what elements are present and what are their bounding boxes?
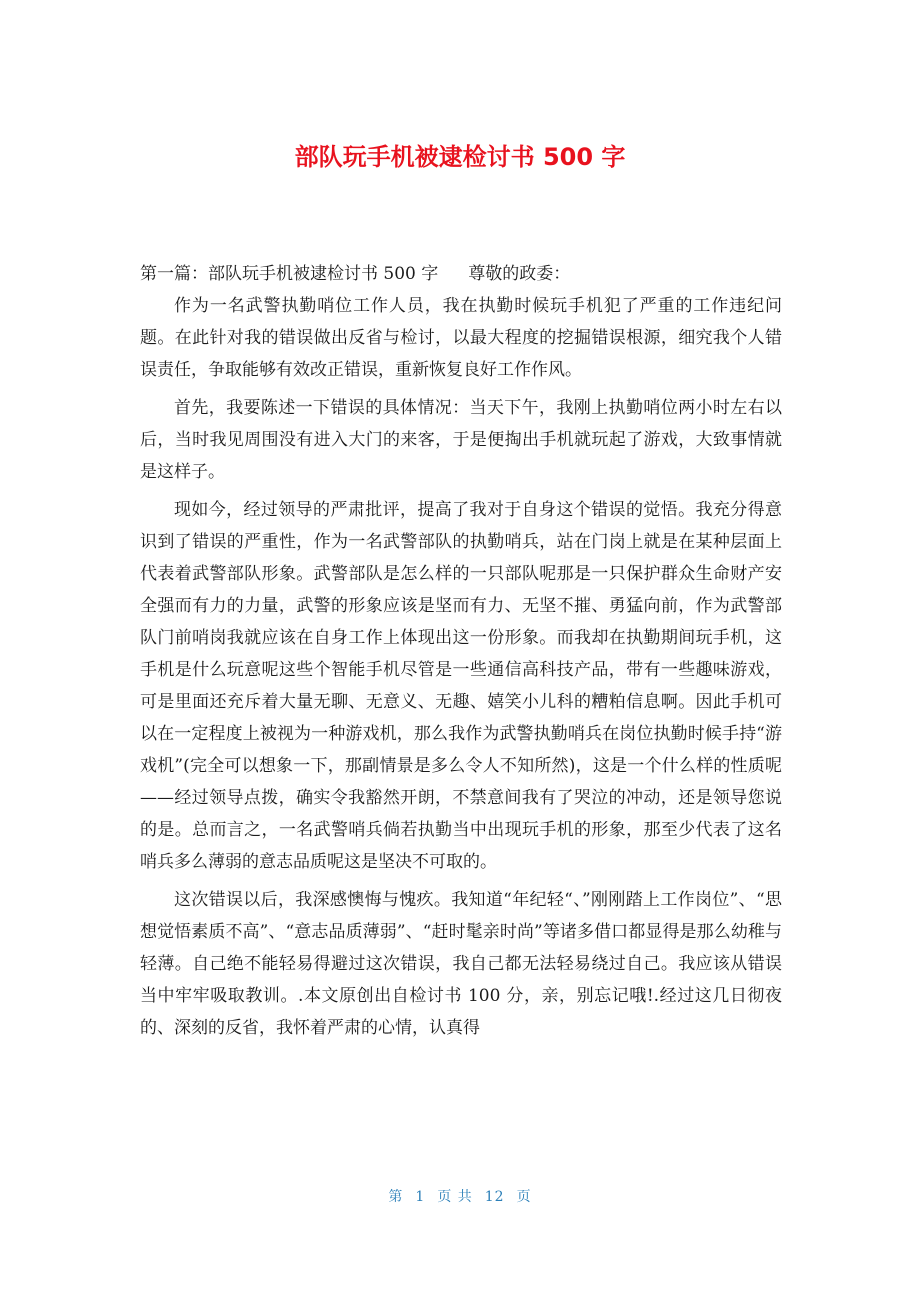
paragraph-1: 作为一名武警执勤哨位工作人员，我在执勤时候玩手机犯了严重的工作违纪问题。在此针对我的错误做出反省与检讨，以最大程度的挖掘错误根源，细究我个人错误责任，争取能够有效改正错误，重新恢复良好工作作风。 (140, 296, 782, 380)
footer-total-pages: 12 (484, 1189, 505, 1205)
lead-line (140, 258, 782, 290)
footer-pages-word: 页 (516, 1189, 532, 1205)
section-label: 第一篇：部队玩手机被逮检讨书 500 字 (140, 264, 439, 284)
paragraph-4: 这次错误以后，我深感懊悔与愧疚。我知道“年纪轻“、”刚刚踏上工作岗位”、“思想觉悟素质不高”、“意志品质薄弱”、“赶时髦亲时尚”等诸多借口都显得是那么幼稚与轻薄。自己绝不能轻易得避过这次错误，我自己都无法轻易绕过自己。我应该从错误当中牢牢吸取教训。.本文原创出自检讨书 100 分，亲，别忘记哦!.经过这几日彻夜的、深刻的反省，我怀着严肃的心情，认真得 (140, 890, 782, 1038)
document-body (140, 258, 782, 1050)
salutation: 尊敬的政委： (468, 264, 571, 284)
paragraph-2: 首先，我要陈述一下错误的具体情况：当天下午，我刚上执勤哨位两小时左右以后，当时我见周围没有进入大门的来客，于是便掏出手机就玩起了游戏，大致事情就是这样子。 (140, 398, 782, 482)
footer-current-page: 1 (415, 1189, 426, 1205)
page-footer (0, 1186, 920, 1208)
footer-page-word: 第 (388, 1189, 404, 1205)
footer-page-of: 页 共 (437, 1189, 473, 1205)
document-title: 部队玩手机被逮检讨书 500 字 (294, 143, 626, 171)
paragraph-3: 现如今，经过领导的严肃批评，提高了我对于自身这个错误的觉悟。我充分得意识到了错误的严重性，作为一名武警部队的执勤哨兵，站在门岗上就是在某种层面上代表着武警部队形象。武警部队是怎么样的一只部队呢那是一只保护群众生命财产安全强而有力的力量，武警的形象应该是坚而有力、无坚不摧、勇猛向前，作为武警部队门前哨岗我就应该在自身工作上体现出这一份形象。而我却在执勤期间玩手机，这手机是什么玩意呢这些个智能手机尽管是一些通信高科技产品，带有一些趣味游戏，可是里面还充斥着大量无聊、无意义、无趣、嬉笑小儿科的糟粕信息啊。因此手机可以在一定程度上被视为一种游戏机，那么我作为武警执勤哨兵在岗位执勤时候手持“游戏机”(完全可以想象一下，那副情景是多么令人不知所然)，这是一个什么样的性质呢——经过领导点拨，确实令我豁然开朗，不禁意间我有了哭泣的冲动，还是领导您说的是。总而言之，一名武警哨兵倘若执勤当中出现玩手机的形象，那至少代表了这名哨兵多么薄弱的意志品质呢这是坚决不可取的。 (140, 500, 782, 872)
